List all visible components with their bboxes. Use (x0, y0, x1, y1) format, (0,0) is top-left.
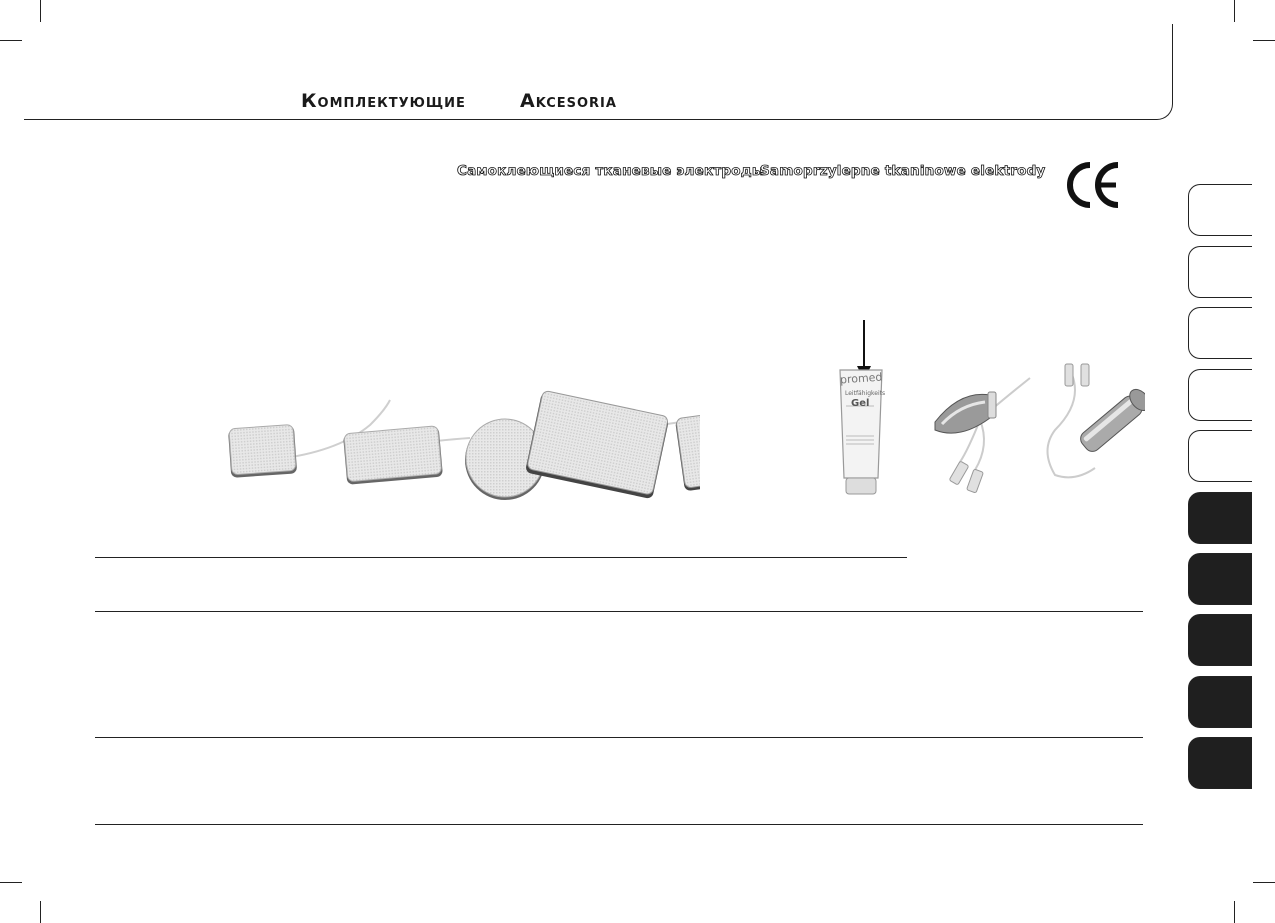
vaginal-probe-illustration (930, 370, 1040, 495)
divider-line (95, 737, 1143, 738)
section-tab-4[interactable] (1188, 369, 1252, 421)
header-title-ru: Комплектующие (301, 90, 466, 112)
subtitle-ru: Самоклеющиеся тканевые электроды (457, 163, 765, 179)
header-title-pl: Akcesoria (520, 90, 617, 112)
crop-mark-bottom-left-h (0, 882, 22, 883)
section-tab-10[interactable] (1188, 737, 1252, 789)
gel-brand: promed (839, 370, 883, 387)
section-tab-2[interactable] (1188, 246, 1252, 298)
gel-sub-label: Leitfähigkeits (845, 390, 886, 397)
subtitle-pl: Samoprzylepne tkaninowe elektrody (760, 163, 1046, 179)
electrodes-illustration (220, 390, 700, 500)
crop-mark-bottom-left-v (40, 901, 41, 923)
crop-mark-top-left-h (0, 40, 22, 41)
section-tab-5[interactable] (1188, 430, 1252, 482)
section-tab-8[interactable] (1188, 614, 1252, 666)
divider-line (95, 611, 1143, 612)
crop-mark-top-right-v (1234, 0, 1235, 22)
section-tab-3[interactable] (1188, 307, 1252, 359)
anal-probe-illustration (1035, 360, 1145, 485)
section-tab-1[interactable] (1188, 184, 1252, 236)
crop-mark-bottom-right-v (1234, 901, 1235, 923)
crop-mark-top-left-v (40, 0, 41, 22)
ce-mark-icon (1066, 160, 1124, 210)
section-tab-6[interactable] (1188, 492, 1252, 544)
gel-label: Gel (851, 398, 870, 409)
crop-mark-bottom-right-h (1253, 882, 1275, 883)
divider-line (95, 557, 907, 558)
crop-mark-top-right-h (1253, 40, 1275, 41)
section-tab-9[interactable] (1188, 676, 1252, 728)
divider-line (95, 824, 1143, 825)
section-tab-7[interactable] (1188, 553, 1252, 605)
